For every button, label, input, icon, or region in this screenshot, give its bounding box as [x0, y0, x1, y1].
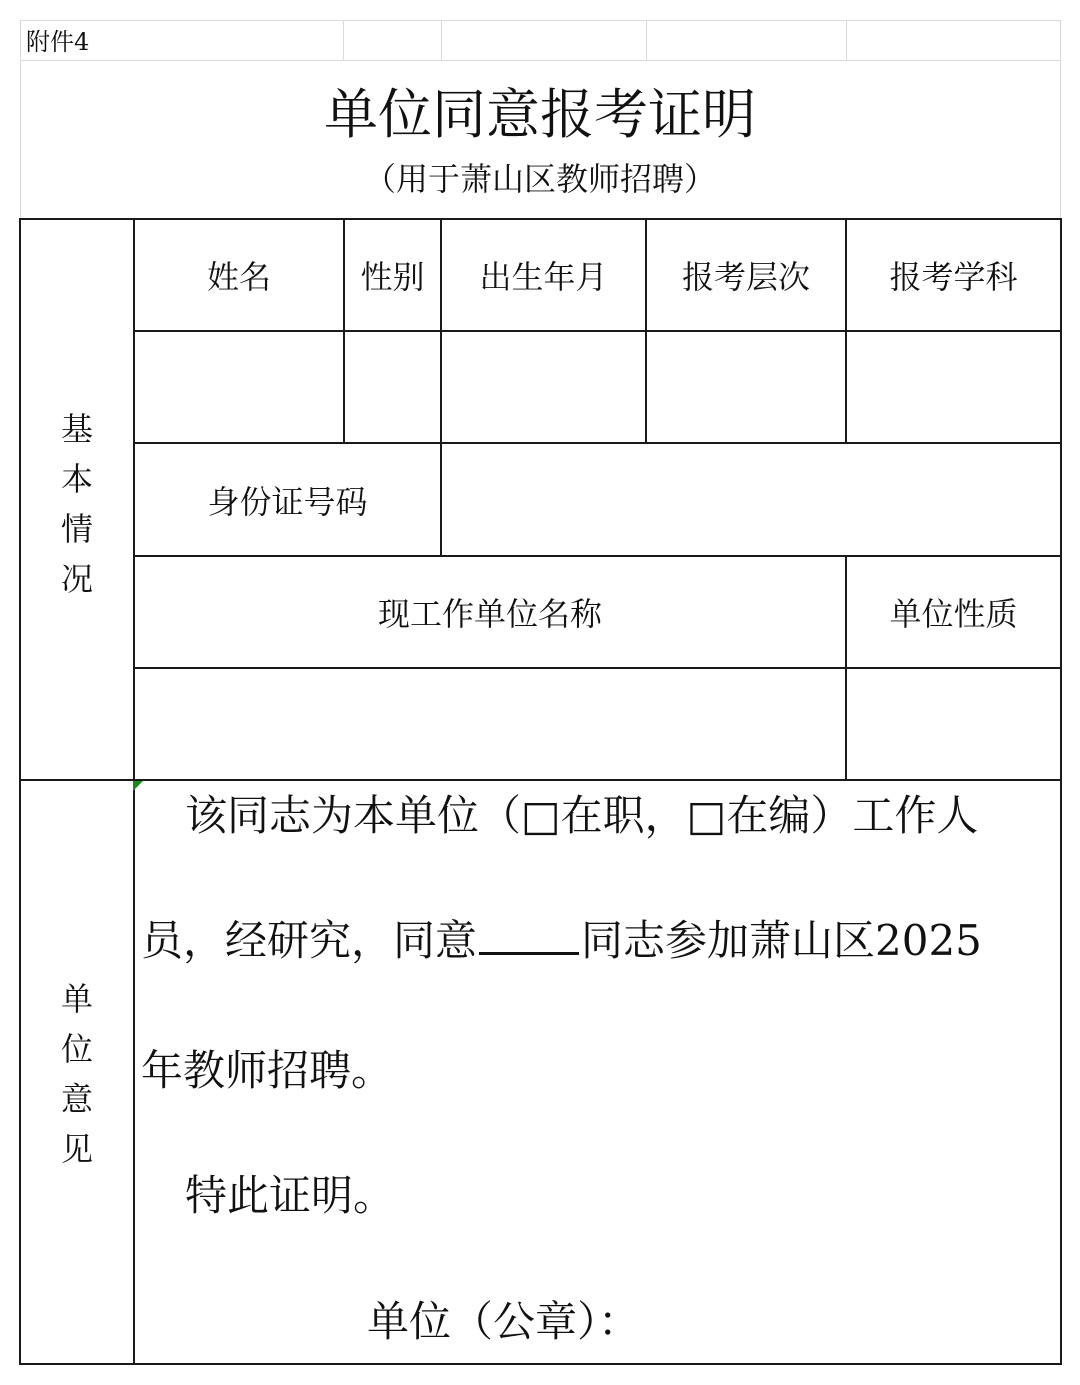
- exam-subject-field[interactable]: [847, 332, 1060, 442]
- document-subtitle: （用于萧山区教师招聘）: [363, 160, 716, 198]
- header-birth-date: 出生年月: [479, 258, 608, 296]
- header-exam-subject: 报考学科: [889, 258, 1018, 296]
- unit-type-field[interactable]: [847, 669, 1060, 779]
- gender-field[interactable]: [345, 332, 440, 442]
- header-gridline: [846, 20, 847, 60]
- table-border-bottom: [19, 1363, 1062, 1365]
- opinion-line-1: 该同志为本单位（□在职，□在编）工作人: [185, 791, 979, 840]
- header-gridline: [343, 20, 344, 60]
- header-gridline: [20, 20, 1061, 21]
- unit-type-label: 单位性质: [889, 595, 1018, 633]
- opinion-section-label: 单 位 意 见: [60, 980, 93, 1168]
- section-divider-horizontal: [19, 779, 1062, 781]
- header-gender: 性别: [360, 258, 425, 296]
- header-name: 姓名: [206, 258, 271, 296]
- unit-seal-label: 单位（公章）：: [367, 1297, 641, 1346]
- header-gridline: [441, 20, 442, 60]
- header-gridline: [20, 60, 1061, 61]
- work-unit-name-field[interactable]: [135, 669, 845, 779]
- cell-comment-marker: [133, 781, 143, 791]
- attachment-label: 附件4: [26, 28, 90, 56]
- birth-date-field[interactable]: [442, 332, 645, 442]
- name-field[interactable]: [135, 332, 343, 442]
- header-exam-level: 报考层次: [681, 258, 810, 296]
- exam-level-field[interactable]: [647, 332, 845, 442]
- table-border-right: [1060, 218, 1062, 1365]
- opinion-line-2: 员，经研究，同意 同志参加萧山区2025: [141, 916, 982, 965]
- id-number-label: 身份证号码: [207, 482, 368, 521]
- document-title: 单位同意报考证明: [324, 83, 756, 146]
- colleague-name-blank[interactable]: [479, 952, 579, 955]
- table-border-left: [19, 218, 21, 1365]
- opinion-line-3: 年教师招聘。: [141, 1046, 394, 1095]
- basic-info-section-label: 基 本 情 况: [60, 410, 93, 598]
- id-number-field[interactable]: [442, 444, 1060, 555]
- opinion-line-4: 特此证明。: [185, 1171, 396, 1220]
- work-unit-name-label: 现工作单位名称: [377, 595, 602, 633]
- header-gridline: [646, 20, 647, 60]
